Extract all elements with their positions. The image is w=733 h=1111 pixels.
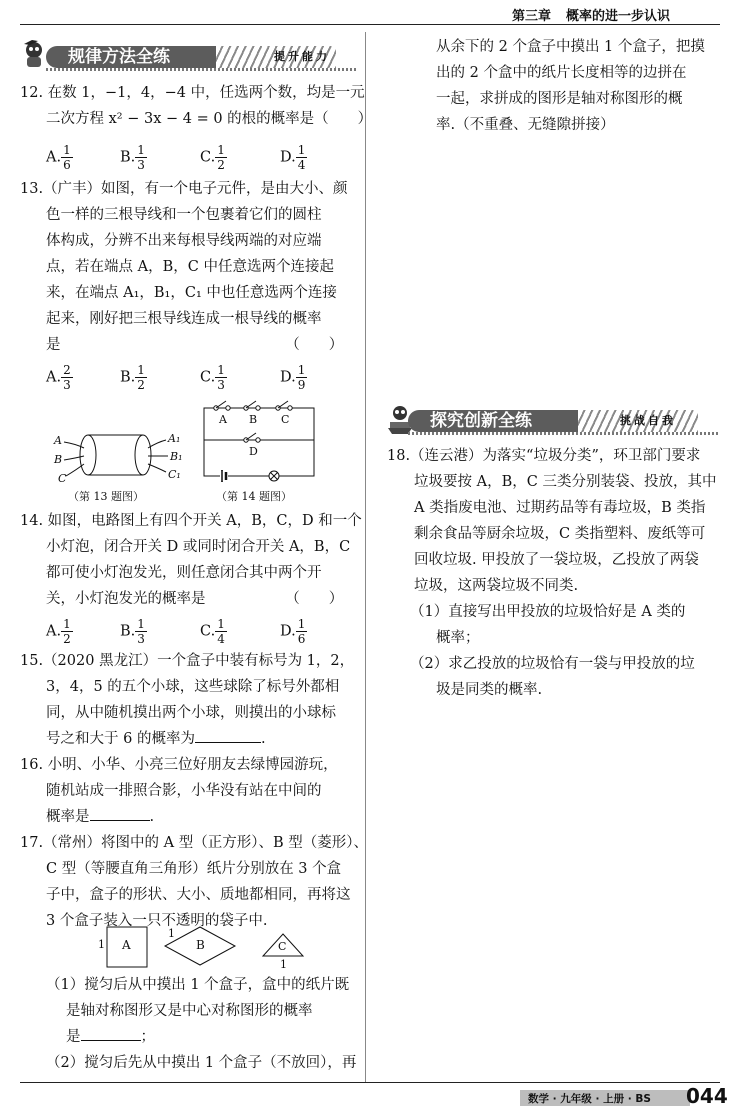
q18-sub1-line-1: （1）直接写出甲投放的垃圾恰好是 A 类的	[410, 604, 686, 620]
q13-line-1: 13.（广丰）如图，有一个电子元件，是由大小、颜	[20, 181, 348, 197]
q13-line-4: 点，若在端点 A，B，C 中任意选两个连接起	[46, 259, 334, 275]
q16-line-3-text: 概率是	[46, 809, 90, 825]
shape-c-label: C	[278, 940, 287, 953]
q16-line-2: 随机站成一排照合影，小华没有站在中间的	[46, 783, 322, 799]
q18-line-4: 剩余食品等厨余垃圾，C 类指塑料、废纸等可	[414, 526, 706, 542]
q12-option-d: D. $\frac{1}{4}$	[280, 143, 306, 172]
q15-line-4	[46, 730, 266, 748]
shape-a-label: A	[122, 938, 131, 952]
fig13-label-a: A	[54, 434, 62, 447]
q17-sub2-line-1: （2）搅匀后先从中摸出 1 个盒子（不放回），再	[46, 1055, 357, 1071]
q17-line-3: 子中，盒子的形状、大小、质地都相同，再将这	[46, 887, 351, 903]
q13-option-d: D. $\frac{1}{9}$	[280, 363, 306, 392]
section-title-left: 规律方法全练	[68, 47, 170, 67]
header-chapter: 第三章	[512, 9, 552, 24]
header-title: 概率的进一步认识	[566, 9, 671, 24]
q17-cont-line-3: 一起，求拼成的图形是轴对称图形的概	[436, 91, 683, 107]
q15-line-3: 同，从中随机摸出两个小球，则摸出的小球标	[46, 705, 336, 721]
q15-answer-blank[interactable]	[195, 742, 261, 743]
q17-sub1-line-1: （1）搅匀后从中摸出 1 个盒子，盒中的纸片既	[46, 977, 350, 993]
q17-answer-blank[interactable]	[81, 1040, 141, 1041]
section-tag-right: 挑战自我	[620, 414, 676, 427]
fig13-label-b1: B₁	[170, 450, 183, 463]
footer-book-badge	[520, 1090, 690, 1106]
q15-line-2: 3，4，5 的五个小球，这些球除了标号外都相	[46, 679, 340, 695]
q16-answer-blank[interactable]	[90, 820, 150, 821]
figure-13	[48, 420, 188, 510]
fig13-label-c1: C₁	[168, 468, 181, 481]
fig13-label-b: B	[54, 453, 63, 466]
fig14-label-b: B	[249, 413, 258, 426]
q18-line-5: 回收垃圾. 甲投放了一袋垃圾，乙投放了两袋	[414, 552, 699, 568]
q17-line-4: 3 个盒子装入一只不透明的袋子中.	[46, 913, 268, 929]
footer-book: 数学 · 九年级 · 上册 · BS	[528, 1093, 651, 1105]
q16-line-3-end: .	[149, 809, 155, 825]
shape-a-side: 1	[98, 938, 105, 951]
q18-line-1: 18.（连云港）为落实“垃圾分类”，环卫部门要求	[387, 448, 701, 464]
q14-option-b: B. $\frac{1}{3}$	[120, 617, 145, 646]
page-number: 044	[686, 1084, 728, 1108]
q16-line-3	[46, 808, 154, 826]
figure-14	[198, 398, 323, 508]
section-title-right: 探究创新全练	[430, 411, 532, 431]
q17-sub1-text: 是	[66, 1029, 81, 1045]
q14-line-4: 关，小灯泡发光的概率是 （ ）	[46, 591, 344, 607]
q13-option-a: A. $\frac{2}{3}$	[46, 363, 71, 392]
q13-line-5: 来，在端点 A₁，B₁，C₁ 中也任意选两个连接	[46, 285, 337, 301]
shape-b-label: B	[196, 938, 205, 952]
q12-option-c: C. $\frac{1}{2}$	[200, 143, 225, 172]
fig13-label-c: C	[58, 472, 67, 485]
q17-sub1-end: ；	[140, 1029, 155, 1045]
q15-line-1: 15.（2020 黑龙江）一个盒子中装有标号为 1，2，	[20, 653, 355, 669]
q14-line-3: 都可使小灯泡发光，则任意闭合其中两个开	[46, 565, 322, 581]
q18-sub1-line-2: 概率；	[436, 630, 480, 646]
q17-line-2: C 型（等腰直角三角形）纸片分别放在 3 个盒	[46, 861, 342, 877]
fig14-label-c: C	[281, 413, 290, 426]
q17-cont-line-2: 出的 2 个盒中的纸片长度相等的边拼在	[436, 65, 687, 81]
q17-cont-line-1: 从余下的 2 个盒子中摸出 1 个盒子，把摸	[436, 39, 705, 55]
q17-shapes	[90, 924, 320, 974]
header-rule	[20, 24, 720, 25]
footer-rule	[20, 1082, 720, 1083]
q15-line-4-end: .	[260, 731, 266, 747]
q18-line-6: 垃圾，这两袋垃圾不同类.	[414, 578, 579, 594]
q13-option-b: B. $\frac{1}{2}$	[120, 363, 145, 392]
q13-line-3: 体构成，分辨不出来每根导线两端的对应端	[46, 233, 322, 249]
q18-line-3: A 类指废电池、过期药品等有毒垃圾，B 类指	[414, 500, 706, 516]
section-banner-left	[16, 44, 356, 70]
q15-line-4-text: 号之和大于 6 的概率为	[46, 731, 195, 747]
fig13-caption: （第 13 题图）	[68, 490, 144, 503]
fig13-label-a1: A₁	[168, 432, 181, 445]
fig14-label-a: A	[219, 413, 227, 426]
q18-sub2-line-1: （2）求乙投放的垃圾恰有一袋与甲投放的垃	[410, 656, 695, 672]
q12-line-2: 二次方程 x² − 3x − 4 = 0 的根的概率是（ ）	[46, 111, 373, 127]
q14-option-a: A. $\frac{1}{2}$	[46, 617, 71, 646]
q17-line-1: 17.（常州）将图中的 A 型（正方形）、B 型（菱形）、	[20, 835, 369, 851]
q13-option-c: C. $\frac{1}{3}$	[200, 363, 225, 392]
q17-sub1-line-2: 是轴对称图形又是中心对称图形的概率	[66, 1003, 313, 1019]
q18-sub2-line-2: 圾是同类的概率.	[436, 682, 543, 698]
shape-b-side: 1	[168, 927, 175, 940]
q13-line-7: 是 （ ）	[46, 337, 344, 353]
q17-cont-line-4: 率.（不重叠、无缝隙拼接）	[436, 117, 615, 133]
q14-line-2: 小灯泡，闭合开关 D 或同时闭合开关 A，B，C	[46, 539, 351, 555]
q18-line-2: 垃圾要按 A，B，C 三类分别装袋、投放，其中	[414, 474, 717, 490]
q12-line-1: 12. 在数 1，−1，4，−4 中，任选两个数，均是一元	[20, 85, 365, 101]
fig14-label-d: D	[249, 445, 258, 458]
q14-option-c: C. $\frac{1}{4}$	[200, 617, 225, 646]
fig14-caption: （第 14 题图）	[216, 490, 292, 503]
page-header	[0, 0, 733, 26]
q12-option-b: B. $\frac{1}{3}$	[120, 143, 145, 172]
q14-option-d: D. $\frac{1}{6}$	[280, 617, 306, 646]
section-tag-left: 提升能力	[274, 50, 330, 63]
column-divider	[365, 32, 366, 1082]
section-banner-right	[378, 408, 718, 434]
q16-line-1: 16. 小明、小华、小亮三位好朋友去绿博园游玩，	[20, 757, 338, 773]
q17-sub1-line-3	[66, 1028, 155, 1046]
q12-option-a: A. $\frac{1}{6}$	[46, 143, 71, 172]
q13-line-6: 起来，刚好把三根导线连成一根导线的概率	[46, 311, 322, 327]
shape-c-side: 1	[280, 958, 287, 971]
q14-line-1: 14. 如图，电路图上有四个开关 A，B，C，D 和一个	[20, 513, 362, 529]
q13-line-2: 色一样的三根导线和一个包裹着它们的圆柱	[46, 207, 322, 223]
